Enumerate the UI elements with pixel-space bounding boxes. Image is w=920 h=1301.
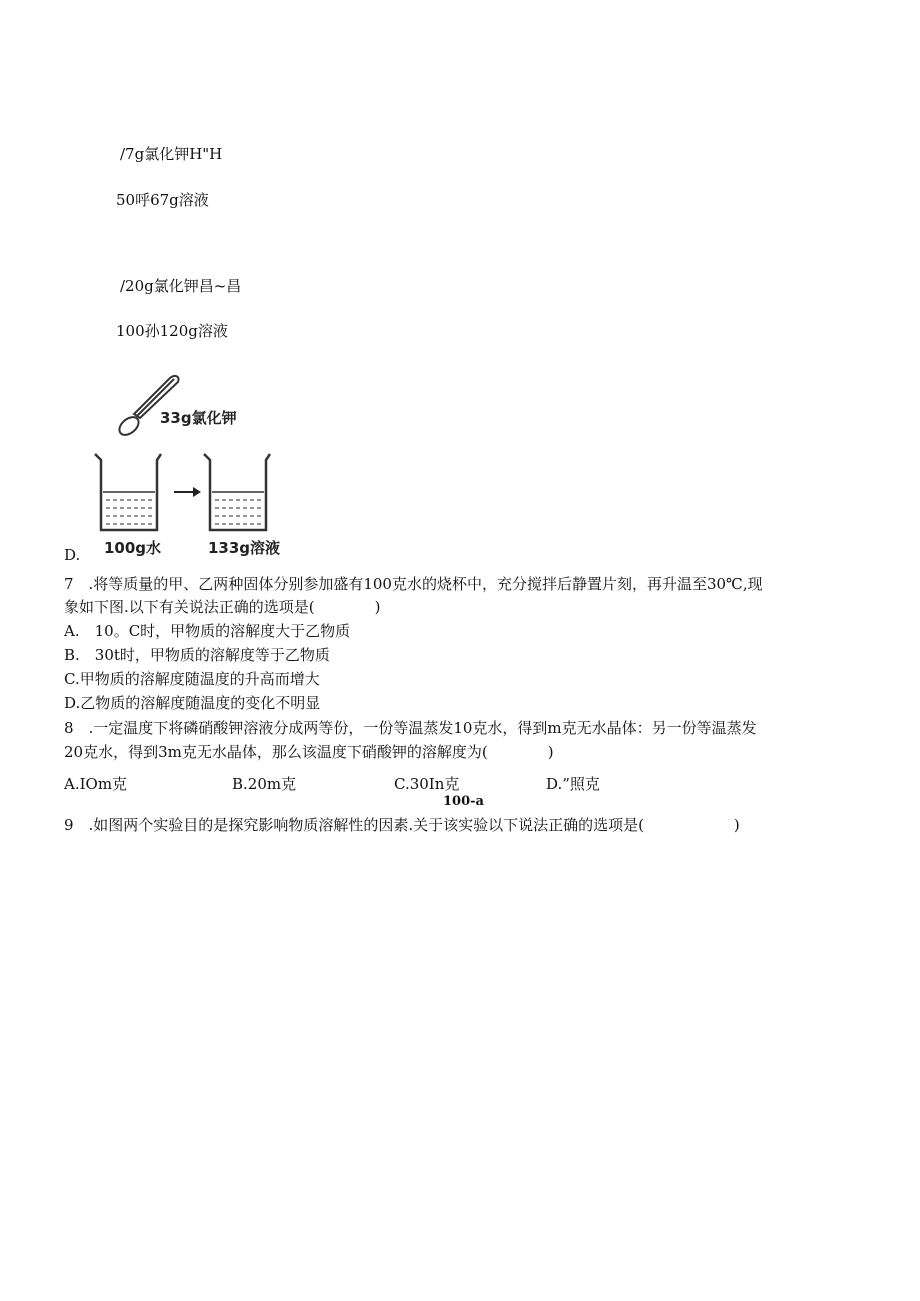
- option-line-3: /20g氯化钾昌~昌: [120, 277, 242, 295]
- option-line-4: 100孙120g溶液: [116, 322, 228, 340]
- left-beaker-icon: [95, 454, 161, 530]
- q8-option-c: C.30In克: [394, 775, 460, 793]
- q8-line-1: 8 .一定温度下将磷硝酸钾溶液分成两等份，一份等温蒸发10克水，得到m克无水晶体：另一份等温蒸发: [64, 719, 757, 737]
- q7-line-1: 7 .将等质量的甲、乙两种固体分别参加盛有100克水的烧杯中，充分搅拌后静置片刻，再升温至30℃,现: [64, 575, 763, 593]
- arrow-right-icon: [174, 487, 201, 497]
- q9-line-1: 9 .如图两个实验目的是探究影响物质溶解性的因素.关于该实验以下说法正确的选项是( ): [64, 816, 740, 834]
- left-beaker-label: 100g水: [104, 539, 162, 557]
- right-beaker-label: 133g溶液: [208, 539, 281, 557]
- right-beaker-icon: [204, 454, 270, 530]
- q7-option-b: B. 30t时，甲物质的溶解度等于乙物质: [64, 646, 330, 664]
- spoon-label: 33g氯化钾: [160, 409, 237, 427]
- figure-option-label: D.: [64, 546, 81, 564]
- q8-fraction-denominator: 100-a: [443, 794, 484, 809]
- spoon-icon: [116, 376, 178, 439]
- option-line-2: 50呼67g溶液: [116, 191, 209, 209]
- q7-option-c: C.甲物质的溶解度随温度的升高而增大: [64, 670, 320, 688]
- q8-option-a: A.IOm克: [64, 775, 128, 793]
- q7-option-a: A. 10。C时，甲物质的溶解度大于乙物质: [64, 622, 351, 640]
- q8-option-b: B.20m克: [232, 775, 297, 793]
- option-line-1: /7g氯化钾H"H: [120, 145, 223, 163]
- q7-line-2: 象如下图.以下有关说法正确的选项是( ): [64, 598, 381, 616]
- q8-line-2: 20克水，得到3m克无水晶体，那么该温度下硝酸钾的溶解度为( ): [64, 743, 554, 761]
- q8-option-d: D.”照克: [546, 775, 600, 793]
- q7-option-d: D.乙物质的溶解度随温度的变化不明显: [64, 694, 321, 712]
